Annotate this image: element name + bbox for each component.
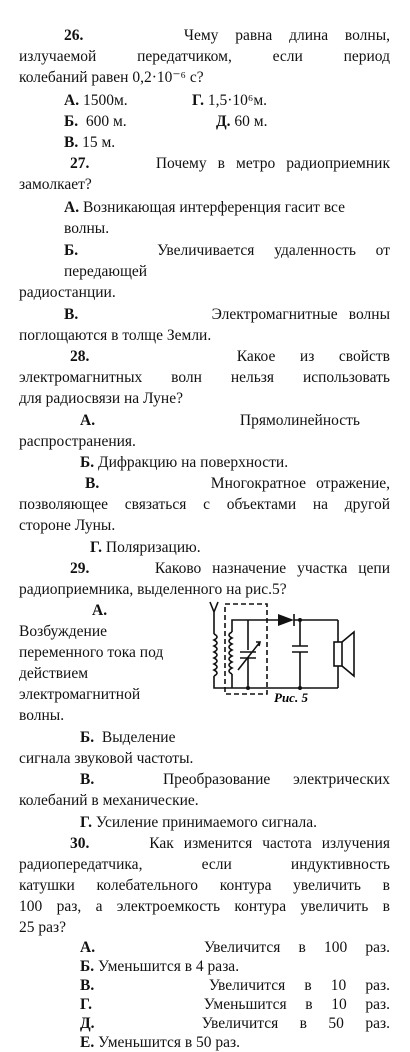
q28-option-v-cont2: стороне Луны. xyxy=(19,517,116,534)
q27-line1: 27. Почему в метро радиоприемник xyxy=(70,155,390,172)
q28-option-a-cont: распространения. xyxy=(19,433,136,450)
q28-number: 28. xyxy=(70,348,90,365)
q30-text-4: 100 раз, а электроемкость контура увеличить в xyxy=(19,898,390,915)
q26-option-b: Б. 600 м. xyxy=(64,113,127,130)
q28-text-3: для радиосвязи на Луне? xyxy=(19,390,183,407)
q29-option-b-cont: сигнала звуковой частоты. xyxy=(19,750,194,767)
q29-line1: 29. Каково назначение участка цепи xyxy=(70,560,391,577)
q28-option-v-cont: позволяющее связаться с объектами на другой xyxy=(19,496,390,513)
q27-option-b: Б. Увеличивается удаленность от xyxy=(64,242,391,259)
q30-option-g: Г. Уменьшится в 10 раз. xyxy=(80,996,391,1013)
q29-option-a: А. xyxy=(92,602,108,619)
q26-text-2: излучаемой передатчиком, если период xyxy=(19,48,390,65)
figure-caption: Рис. 5 xyxy=(274,690,308,704)
capacitor-arrow-icon xyxy=(238,642,260,670)
q28-text-2: электромагнитных волн нельзя использовать xyxy=(19,369,390,386)
q30-number: 30. xyxy=(70,835,90,852)
q27-option-b-cont2: радиостанции. xyxy=(19,284,116,301)
q30-text-5: 25 раз? xyxy=(19,919,67,936)
q30-option-d: Д. Увеличится в 50 раз. xyxy=(80,1015,391,1032)
coil-icon xyxy=(214,634,217,676)
coil-secondary-icon xyxy=(229,632,232,674)
loop-wire xyxy=(232,620,262,688)
q26-option-v: В. 15 м. xyxy=(64,134,116,151)
q29-option-g: Г. Усиление принимаемого сигнала. xyxy=(80,814,317,831)
circuit-diagram xyxy=(200,596,365,704)
q29-option-v-cont: колебаний в механические. xyxy=(19,792,199,809)
q27-option-v-cont: поглощаются в толще Земли. xyxy=(19,327,212,344)
q28-option-b: Б. Дифракцию на поверхности. xyxy=(80,454,289,471)
q30-option-b: Б. Уменьшится в 4 раза. xyxy=(80,958,240,975)
q29-option-a-4: электромагнитной xyxy=(19,686,141,703)
speaker-cone xyxy=(342,632,354,676)
q27-option-v: В. Электромагнитные волны xyxy=(64,306,391,323)
q26-text-3: колебаний равен 0,2·10⁻⁶ с? xyxy=(19,69,204,86)
q26-option-d: Д. 60 м. xyxy=(216,113,268,130)
q28-option-a: А. Прямолинейность xyxy=(80,412,360,429)
q29-option-a-3: действием xyxy=(19,665,89,682)
q28-option-v: В. Многократное отражение, xyxy=(85,475,391,492)
q30-option-a: А. Увеличится в 100 раз. xyxy=(80,939,391,956)
q26-text-1: Чему равна длина волны, xyxy=(183,27,390,44)
q29-option-a-5: волны. xyxy=(19,707,65,724)
q29-number: 29. xyxy=(70,560,90,577)
q27-option-b-cont: передающей xyxy=(64,263,148,280)
q26-number: 26. xyxy=(64,27,84,44)
speaker-body xyxy=(334,642,342,666)
q27-text-2: замолкает? xyxy=(19,176,92,193)
q30-option-e: Е. Уменьшится в 50 раз. xyxy=(80,1034,241,1051)
q27-option-a-cont: волны. xyxy=(64,220,110,237)
circuit-figure xyxy=(200,596,365,704)
antenna-icon xyxy=(210,602,218,634)
q28-line1: 28. Какое из свойств xyxy=(70,348,390,365)
q27-option-a: А. Возникающая интерференция гасит все xyxy=(64,199,345,216)
q30-text-3: катушки колебательного контура увеличить в xyxy=(19,877,390,894)
q30-text-2: радиопередатчика, если индуктивность xyxy=(19,856,390,873)
q29-text-2: радиоприемника, выделенного на рис.5? xyxy=(19,581,287,598)
q29-option-v: В. Преобразование электрических xyxy=(80,771,391,788)
q29-option-b: Б. Выделение xyxy=(80,729,176,746)
filter-capacitor-icon xyxy=(292,620,308,688)
q30-line1: 30. Как изменится частота излучения xyxy=(70,835,390,852)
q30-option-v: В. Увеличится в 10 раз. xyxy=(80,977,391,994)
q27-number: 27. xyxy=(70,155,90,172)
q26-line1 xyxy=(64,25,390,46)
q26-option-a: А. 1500м. xyxy=(64,92,128,109)
q26-option-g: Г. 1,5·10⁶м. xyxy=(192,92,267,109)
diode-icon xyxy=(278,614,294,626)
q28-option-g: Г. Поляризацию. xyxy=(90,539,201,556)
variable-capacitor-icon xyxy=(240,620,256,688)
q29-option-a-2: переменного тока под xyxy=(19,644,164,661)
q29-option-a-1: Возбуждение xyxy=(19,623,107,640)
